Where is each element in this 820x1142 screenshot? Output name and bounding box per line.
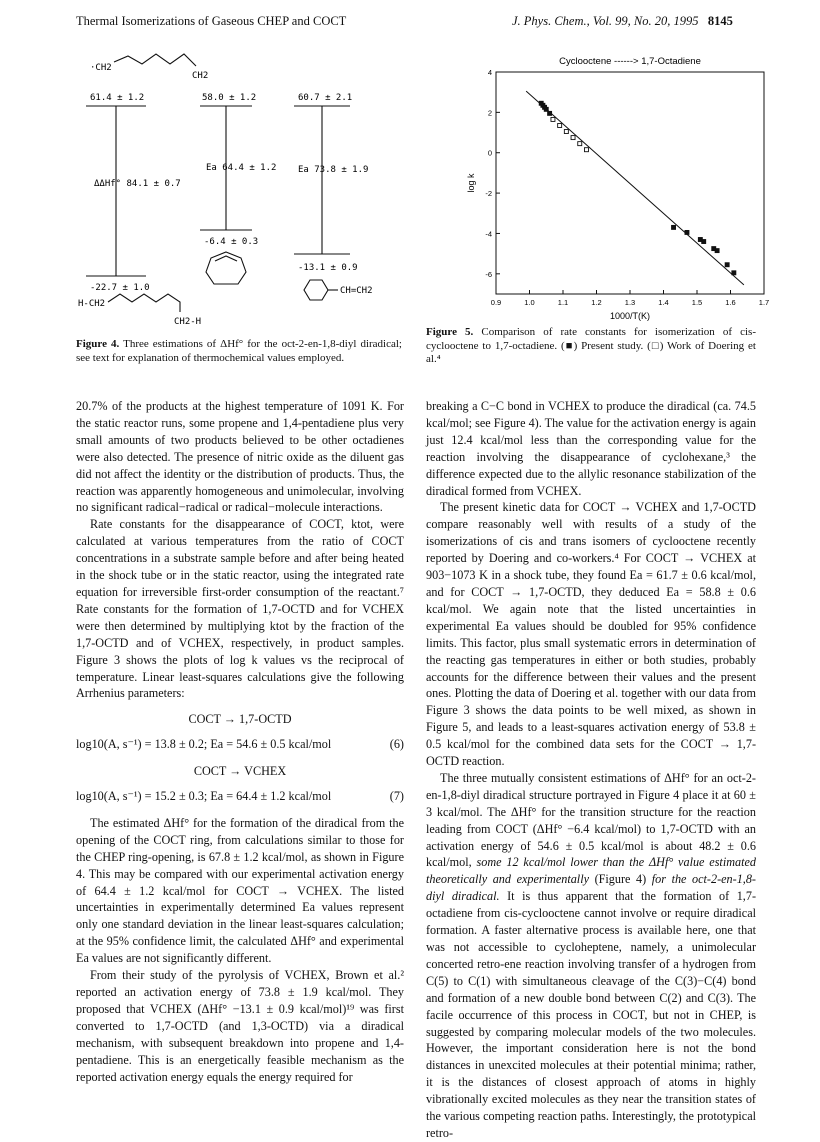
equation-1-number: (6) xyxy=(389,737,404,752)
bottom-value-2: -6.4 ± 0.3 xyxy=(204,237,259,247)
x-tick-label-0: 0.9 xyxy=(490,298,502,307)
right-paragraph-1: breaking a C−C bond in VCHEX to produce the diradical (ca. 74.5 kcal/mol; see Figure 4). The value for the activation energy is again just 12.4 kcal/mol less than the corresponding value for the reaction involving the disappearance of cyclohexane,³ the difference expected due to the allylic resonance stabilization of the diradical formed from VCHEX. xyxy=(426,399,756,498)
left-paragraph-4: From their study of the pyrolysis of VCHEX, Brown et al.² reported an activation energy of 73.8 ± 1.9 kcal/mol. They proposed that VCHEX (ΔHf° −13.1 ± 0.9 kcal/mol)¹⁹ was first converted to 1,7-OCTD (and 1,3-OCTD) via a diradical mechanism, with subsequent breakdown into propene and 1,4-pentadiene. This is an energetically feasible mechanism as the reported activation energy equals the energy required for xyxy=(76,968,404,1084)
doering-point-3 xyxy=(571,136,575,140)
y-tick-label-0: 4 xyxy=(487,68,492,77)
figure-5-caption-text: Comparison of rate constants for isomerization of cis-cyclooctene to 1,7-octadiene. (■) Present study. (□) Work of Doering et al.⁴ xyxy=(426,326,757,365)
equation-2-title: COCT → VCHEX xyxy=(193,764,287,779)
x-tick-label-4: 1.3 xyxy=(624,298,636,307)
running-header-title: Thermal Isomerizations of Gaseous CHEP and COCT xyxy=(76,14,347,28)
cycloheptene-ring xyxy=(206,252,246,284)
present-study-point-4 xyxy=(548,111,552,115)
radical-ch2-left: ·CH2 xyxy=(90,63,112,73)
doering-point-1 xyxy=(558,123,562,127)
figure-4-label: Figure 4. xyxy=(76,338,120,350)
x-axis-label: 1000/T(K) xyxy=(609,311,651,321)
octadiene-chain xyxy=(108,294,180,312)
equation-1-body: log10(A, s⁻¹) = 13.8 ± 0.2; Ea = 54.6 ± 0.5 kcal/mol xyxy=(76,737,332,752)
y-tick-label-3: -2 xyxy=(485,189,492,199)
right-paragraph-3-c: It is thus apparent that the formation of 1,7-octadiene from cis-cyclooctene cannot involve or require diradical formation. A faster alternative process is available here, one that was not accessible to cycloheptene, namely, a unimolecular concerted retro-ene reaction involving transfer of a hydrogen from C(5) to C(1) with simultaneous cleavage of the C(3)−C(4) bond and formation of a new double bond between C(2) and C(3). The facile occurrence of this process in COCT, but not in CHEP, is suggested by comparing molecular models of the two molecules. However, the important consideration here is not the bond distances in unexcited molecules at their potential minima; rather, it is the distances of closest approach of atoms in highly vibrationally excited molecules as they near the transition states of the various competing reaction paths. Interestingly, the prototypical retro- xyxy=(426,889,756,1140)
doering-point-0 xyxy=(551,117,555,121)
y-tick-label-5: -6 xyxy=(485,269,492,279)
diradical-chain xyxy=(114,54,196,66)
chart-title: Cyclooctene ------> 1,7-Octadiene xyxy=(559,56,701,67)
x-tick-label-3: 1.2 xyxy=(591,298,602,307)
y-tick-label-4: -4 xyxy=(485,229,492,239)
bottom-value-3: -13.1 ± 0.9 xyxy=(298,263,358,273)
bottom-value-1: -22.7 ± 1.0 xyxy=(90,283,150,293)
x-tick-label-6: 1.5 xyxy=(691,298,703,307)
equation-1 xyxy=(76,736,404,753)
present-study-point-6 xyxy=(685,230,689,234)
figure-5-chart xyxy=(462,40,770,321)
vinyl-label: CH=CH2 xyxy=(340,286,373,296)
right-paragraph-3-b: (Figure 4) xyxy=(589,872,652,887)
present-study-point-11 xyxy=(725,263,729,267)
journal-citation: J. Phys. Chem., Vol. 99, No. 20, 1995 xyxy=(512,14,699,28)
top-value-2: 58.0 ± 1.2 xyxy=(202,93,257,103)
page-number: 8145 xyxy=(707,14,733,28)
x-tick-label-1: 1.0 xyxy=(524,298,535,307)
top-value-1: 61.4 ± 1.2 xyxy=(90,93,145,103)
product-h-ch2: H-CH2 xyxy=(78,299,106,309)
equation-1-title: COCT → 1,7-OCTD xyxy=(188,712,292,727)
vinylcyclohexane-ring xyxy=(304,280,328,300)
x-tick-label-2: 1.1 xyxy=(557,298,569,307)
present-study-point-12 xyxy=(732,271,736,275)
doering-point-5 xyxy=(584,148,588,152)
left-paragraph-2: Rate constants for the disappearance of COCT, ktot, were calculated at various temperatures from the ratio of COCT concentrations in a substrate sample before and after being heated in the shock tube or in the static reactor, using the integrated rate equation for irreversible first-order consumption of the reactant.⁷ Rate constants for the formation of 1,7-OCTD and for VCHEX were then determined by multiplying ktot by the fraction of the 1,7-OCTD and of VCHEX, respectively, in product samples. Figure 3 shows the plots of log k values vs the reciprocal of temperature. Linear least-squares calculations give the following Arrhenius parameters: xyxy=(76,517,404,701)
equation-2-body: log10(A, s⁻¹) = 15.2 ± 0.3; Ea = 64.4 ± 1.2 kcal/mol xyxy=(76,789,332,804)
figure-4-energy-diagram xyxy=(76,44,406,344)
y-tick-label-2: 0 xyxy=(487,148,492,158)
radical-ch2-right: CH2 xyxy=(192,71,209,81)
right-paragraph-3-italic: some 12 kcal/mol lower than the ΔHf° value estimated theoretically and experimentally xyxy=(426,855,756,887)
equation-2-number: (7) xyxy=(389,789,404,804)
left-paragraph-3: The estimated ΔHf° for the formation of the diradical from the opening of the COCT ring, from calculations similar to those for the CHEP ring-opening, is 67.8 ± 1.2 kcal/mol, as shown in Figure 4. This may be compared with our experimental activation energy of 64.4 ± 1.2 kcal/mol for COCT → VCHEX. The listed uncertainties in experimentally determined Ea values represent only one standard deviation in the linear least-squares calculation; at the 95% confidence limit, the calculated ΔHf° and experimental Ea values are not significantly different. xyxy=(76,815,404,966)
doering-point-2 xyxy=(564,130,568,134)
left-paragraph-1: 20.7% of the products at the highest temperature of 1091 K. For the static reactor runs, some propene and 1,4-pentadiene plus very small amounts of two products believed to be other octadienes were also detected. The presence of nitric oxide as the diluent gas did not affect the identity or the distribution of products. Thus, the reaction was apparently homogeneous and unimolecular, involving no significant radical−radical or radical−molecule interactions. xyxy=(76,399,404,515)
x-tick-label-5: 1.4 xyxy=(658,298,669,307)
right-paragraph-3-italic-2: for the oct-2-en-1,8-diyl diradical. xyxy=(426,872,756,904)
running-header-journal xyxy=(512,14,733,29)
present-study-point-5 xyxy=(672,225,676,229)
left-column xyxy=(76,398,404,1085)
figure-4-caption-text: Three estimations of ΔHf° for the oct-2-en-1,8-diyl diradical; see text for explanation of thermochemical values employed. xyxy=(76,338,402,364)
equation-2 xyxy=(76,788,404,805)
right-column xyxy=(426,398,756,1142)
y-axis-label: log k xyxy=(466,173,476,193)
x-tick-label-7: 1.6 xyxy=(725,298,736,307)
ea-label-1: Ea 64.4 ± 1.2 xyxy=(206,163,277,173)
present-study-point-8 xyxy=(702,240,706,244)
doering-point-4 xyxy=(578,142,582,146)
ea-label-2: Ea 73.8 ± 1.9 xyxy=(298,165,369,175)
figure-5-label: Figure 5. xyxy=(426,326,474,338)
top-value-3: 60.7 ± 2.1 xyxy=(298,93,353,103)
delta-h-label: ΔΔHf° 84.1 ± 0.7 xyxy=(94,179,181,189)
fit-line xyxy=(526,91,744,285)
right-paragraph-3-a: The three mutually consistent estimations of ΔHf° for an oct-2-en-1,8-diyl diradical structure portrayed in Figure 4 place it at 60 ± 3 kcal/mol. The ΔHf° for the transition structure for the reaction leading from COCT (ΔHf° −6.4 kcal/mol) to 1,7-OCTD with an activation energy of 54.6 ± 0.5 kcal/mol is about 48.2 ± 0.6 kcal/mol, xyxy=(426,770,756,870)
present-study-point-10 xyxy=(715,249,719,253)
y-tick-label-1: 2 xyxy=(487,108,492,118)
product-ch2-h: CH2-H xyxy=(174,317,202,327)
figure-4-caption xyxy=(76,338,402,365)
x-tick-label-8: 1.7 xyxy=(758,298,770,307)
right-paragraph-3 xyxy=(426,770,756,1142)
present-study-point-3 xyxy=(544,107,548,111)
figure-5-caption xyxy=(426,326,756,367)
right-paragraph-2: The present kinetic data for COCT → VCHEX and 1,7-OCTD compare reasonably well with results of a study of the isomerizations of cis and trans isomers of cyclooctene recently reported by Doering and co-workers.⁴ For COCT → VCHEX at 903−1073 K in a shock tube, they found Ea = 61.7 ± 0.6 kcal/mol, and for COCT → 1,7-OCTD, they deduced Ea = 58.8 ± 0.6 kcal/mol. We again note that the listed uncertainties in experimental Ea values should be doubled for 95% confidence limits. This factor, plus small systematic errors in determination of the reacting gas temperatures in either or both studies, probably accounts for the difference between their values and the present ones. Plotting the data of Doering et al. together with our data from Figure 3 shows the data points to be well mixed, as shown in Figure 5, and leads to a least-squares activation energy of 53.8 ± 0.5 kcal/mol for the combined data sets for the COCT → 1,7-OCTD reaction. xyxy=(426,500,756,769)
